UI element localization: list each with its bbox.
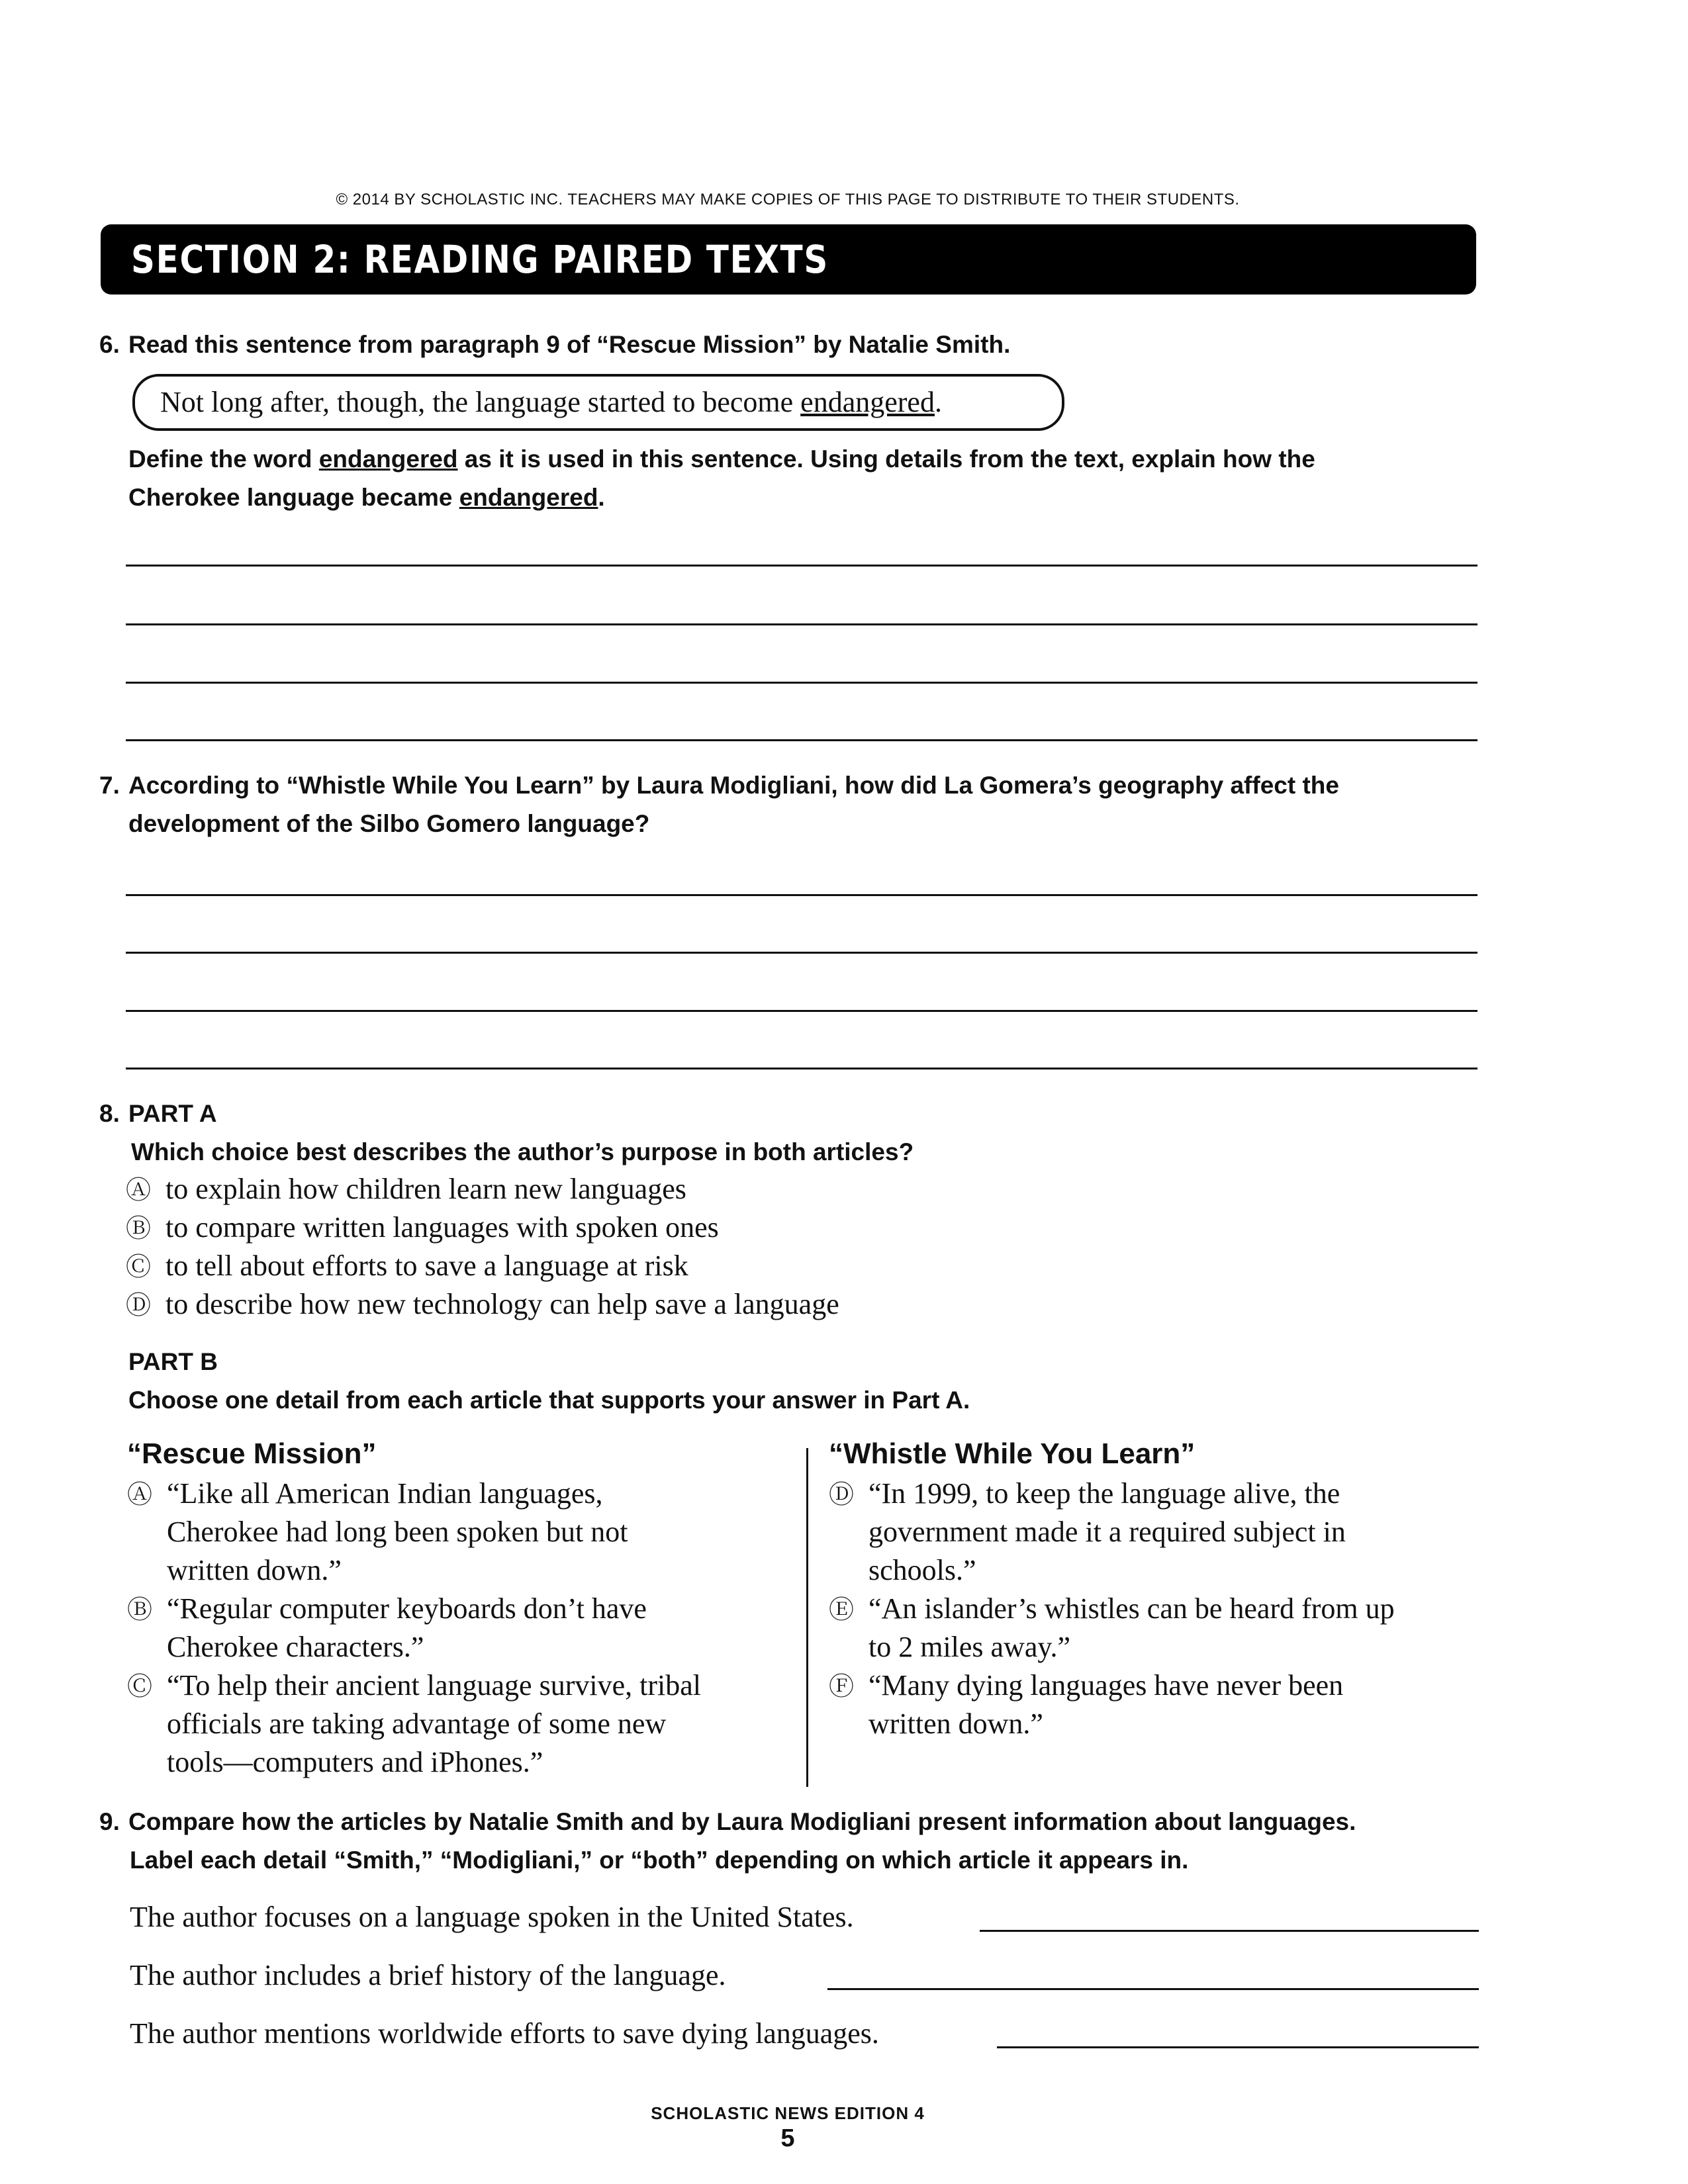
detail-1-text: The author focuses on a language spoken in the United States. [130, 1901, 854, 1933]
copyright-notice: © 2014 BY SCHOLASTIC INC. TEACHERS MAY MAKE COPIES OF THIS PAGE TO DISTRIBUTE TO THEIR STUDENTS. [336, 191, 1240, 208]
option-c-line-2: officials are taking advantage of some new [167, 1707, 667, 1740]
option-d-bubble-icon[interactable]: Ⓓ [829, 1480, 855, 1509]
question-9-prompt-line-1 [99, 1803, 1356, 1841]
choice-b-bubble-icon[interactable]: Ⓑ [126, 1214, 152, 1243]
question-number: 9. [99, 1808, 120, 1835]
option-text: “An islander’s whistles can be heard from up [868, 1592, 1395, 1625]
right-column-heading: “Whistle While You Learn” [829, 1437, 1196, 1470]
option-d-line-3: schools.” [868, 1554, 976, 1586]
option-d-line-2: government made it a required subject in [868, 1516, 1346, 1548]
detail-2-answer-line[interactable] [827, 1988, 1479, 1990]
section-banner [101, 224, 1476, 295]
option-a-line-3: written down.” [167, 1554, 342, 1586]
option-text: “Like all American Indian languages, [167, 1477, 603, 1510]
option-c-bubble-icon[interactable]: Ⓒ [127, 1672, 153, 1701]
choice-b[interactable] [126, 1208, 719, 1248]
option-b[interactable] [127, 1590, 647, 1629]
option-e[interactable] [829, 1590, 1395, 1629]
detail-3-answer-line[interactable] [997, 2046, 1479, 2048]
prompt-text: According to “Whistle While You Learn” by Laura Modigliani, how did La Gomera’s geography affect the [128, 772, 1339, 799]
answer-line[interactable] [126, 952, 1477, 954]
instr-text: . [598, 484, 605, 511]
part-b-label: PART B [128, 1348, 218, 1375]
option-text: “Regular computer keyboards don’t have [167, 1592, 647, 1625]
question-7-prompt-line-2: development of the Silbo Gomero language? [128, 810, 650, 837]
choice-text: to compare written languages with spoken ones [165, 1211, 719, 1244]
part-b-question: Choose one detail from each article that supports your answer in Part A. [128, 1387, 970, 1414]
answer-line[interactable] [126, 623, 1477, 625]
option-d[interactable] [829, 1475, 1340, 1514]
choice-text: to tell about efforts to save a language at risk [165, 1250, 688, 1282]
instr-text: as it is used in this sentence. Using details from the text, explain how the [457, 445, 1315, 473]
question-6-instruction-line-1 [128, 440, 1315, 478]
question-6-prompt [99, 326, 1010, 364]
choice-a-bubble-icon[interactable]: Ⓐ [126, 1175, 152, 1205]
choice-text: to describe how new technology can help save a language [165, 1288, 839, 1320]
option-a-bubble-icon[interactable]: Ⓐ [127, 1480, 153, 1509]
choice-c-bubble-icon[interactable]: Ⓒ [126, 1252, 152, 1281]
section-title: SECTION 2: READING PAIRED TEXTS [131, 237, 829, 282]
option-c[interactable] [127, 1666, 701, 1706]
option-b-line-2: Cherokee characters.” [167, 1631, 424, 1663]
question-7-prompt-line-1 [99, 766, 1339, 805]
choice-d[interactable] [126, 1285, 839, 1324]
option-b-bubble-icon[interactable]: Ⓑ [127, 1595, 153, 1624]
answer-line[interactable] [126, 1068, 1477, 1069]
option-e-line-2: to 2 miles away.” [868, 1631, 1071, 1663]
prompt-text: Compare how the articles by Natalie Smith and by Laura Modigliani present information about languages. [128, 1808, 1356, 1835]
detail-2-text: The author includes a brief history of the language. [130, 1959, 726, 1991]
option-f-bubble-icon[interactable]: Ⓕ [829, 1672, 855, 1701]
question-9-prompt-line-2: Label each detail “Smith,” “Modigliani,” or “both” depending on which article it appears in. [130, 1846, 1189, 1874]
page-number: 5 [780, 2124, 795, 2152]
choice-text: to explain how children learn new languages [165, 1173, 686, 1205]
instr-underlined-word: endangered [318, 445, 458, 473]
option-f[interactable] [829, 1666, 1343, 1706]
quote-underlined-word: endangered [800, 386, 935, 418]
quote-before: Not long after, though, the language started to become [160, 386, 801, 418]
answer-line[interactable] [126, 565, 1477, 567]
choice-d-bubble-icon[interactable]: Ⓓ [126, 1291, 152, 1320]
part-label: PART A [128, 1100, 217, 1127]
question-number: 6. [99, 331, 120, 358]
instr-underlined-word: endangered [459, 484, 598, 511]
choice-a[interactable] [126, 1170, 686, 1209]
footer-title: SCHOLASTIC NEWS EDITION 4 [651, 2103, 925, 2123]
quote-text [160, 377, 942, 428]
question-6-instruction-line-2 [128, 478, 605, 517]
option-f-line-2: written down.” [868, 1707, 1043, 1740]
choice-c[interactable] [126, 1247, 688, 1286]
instr-text: Cherokee language became [128, 484, 459, 511]
option-a-line-2: Cherokee had long been spoken but not [167, 1516, 628, 1548]
part-a-question: Which choice best describes the author’s purpose in both articles? [131, 1138, 914, 1165]
quote-after: . [934, 386, 942, 418]
option-text: “Many dying languages have never been [868, 1669, 1344, 1702]
question-8-part-a-label [99, 1095, 217, 1133]
answer-line[interactable] [126, 1010, 1477, 1012]
answer-line[interactable] [126, 894, 1477, 896]
instr-text: Define the word [128, 445, 319, 473]
prompt-text: Read this sentence from paragraph 9 of “Rescue Mission” by Natalie Smith. [128, 331, 1011, 358]
detail-3-text: The author mentions worldwide efforts to save dying languages. [130, 2017, 879, 2050]
column-divider [806, 1448, 808, 1787]
answer-line[interactable] [126, 739, 1477, 741]
option-c-line-3: tools—computers and iPhones.” [167, 1746, 543, 1778]
quote-box [132, 374, 1064, 431]
option-e-bubble-icon[interactable]: Ⓔ [829, 1595, 855, 1624]
question-number: 8. [99, 1100, 120, 1127]
detail-1-answer-line[interactable] [980, 1930, 1479, 1932]
answer-line[interactable] [126, 682, 1477, 684]
question-number: 7. [99, 772, 120, 799]
left-column-heading: “Rescue Mission” [127, 1437, 377, 1470]
option-text: “In 1999, to keep the language alive, the [868, 1477, 1340, 1510]
option-a[interactable] [127, 1475, 603, 1514]
option-text: “To help their ancient language survive, tribal [167, 1669, 701, 1702]
